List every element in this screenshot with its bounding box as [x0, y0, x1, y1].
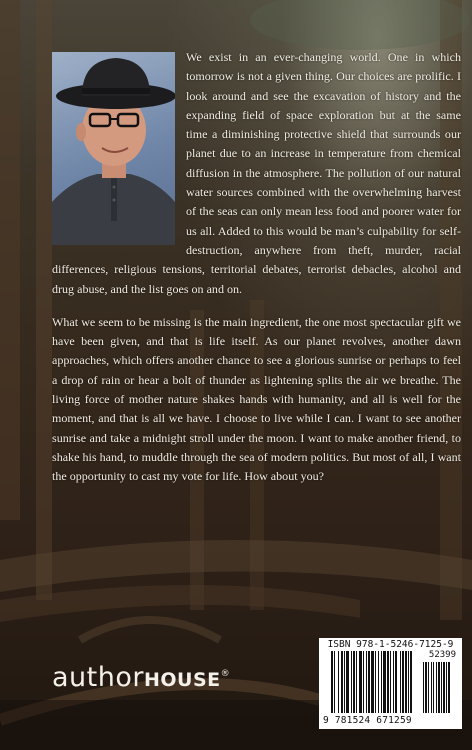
isbn-barcode-digits: 9 781524 671259 [323, 715, 412, 726]
registered-trademark-mark: ® [220, 669, 231, 679]
publisher-logo-house: HOUSE [143, 669, 221, 691]
blurb-paragraph-1: We exist in an ever-changing world. One in which tomorrow is not a given thing. Our choices are prolific. I look around and see the excavation of history and the expanding field of space exploration but at the same time a diminishing protective shield that surrounds our planet due to an increase in temperature from chemical diffusion in the atmosphere. The pollution of our natural water sources combined with the overwhelming harvest of the seas can only mean less food and poorer water for us all. Added to this would be man’s culpability for self-destruction, anywhere from theft, murder, racial differences, religious tensions, territorial debates, terrorist debacles, alcohol and drug abuse, and the list goes on and on. [52, 50, 461, 296]
publisher-logo [52, 662, 230, 693]
back-cover-blurb [52, 48, 461, 501]
isbn-addon-digits: 52399 [428, 650, 456, 660]
photo-text-wrap [52, 48, 175, 244]
blurb-paragraph-2: What we seem to be missing is the main ingredient, the one most spectacular gift we have been given, and that is life itself. As our planet revolves, another dawn approaches, which offers another chance to see a glorious sunrise or perhaps to feel a drop of rain or hear a bolt of thunder as lightening splits the air we breathe. The living force of mother nature shakes hands with humanity, and all is well for the moment, and that is all we have. I choose to live while I can. I want to see another sunrise and take a midnight stroll under the moon. I want to make another friend, to shake his hand, to muddle through the sea of modern politics. But most of all, I want the opportunity to cast my vote for life. How about you? [52, 314, 461, 484]
isbn-barcode [319, 638, 462, 729]
isbn-label: ISBN 978-1-5246-7125-9 [327, 639, 454, 650]
publisher-logo-author: author [52, 662, 144, 693]
